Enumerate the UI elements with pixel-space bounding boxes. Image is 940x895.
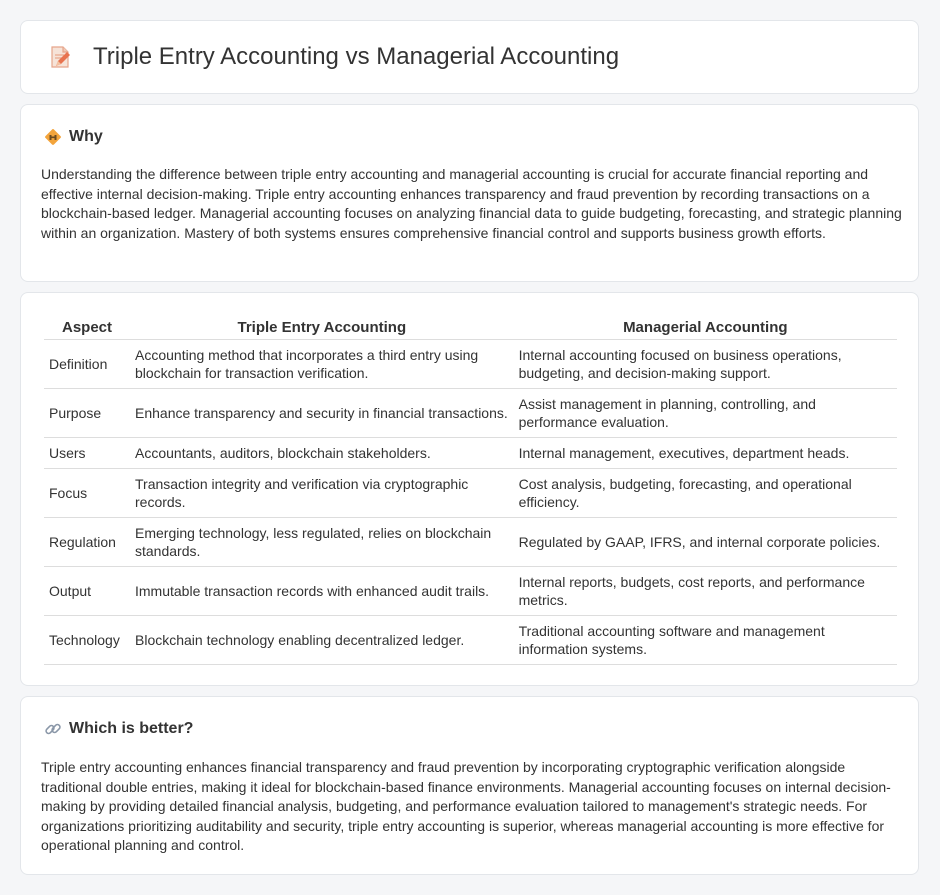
row-aspect: Definition [44, 340, 130, 389]
row-triple: Accountants, auditors, blockchain stakeholders. [130, 438, 514, 469]
row-triple: Accounting method that incorporates a third entry using blockchain for transaction verification. [130, 340, 514, 389]
link-icon [43, 719, 63, 739]
row-managerial: Regulated by GAAP, IFRS, and internal corporate policies. [514, 518, 897, 567]
better-header [43, 719, 193, 739]
document-pencil-icon [47, 44, 73, 70]
table-row [44, 438, 897, 469]
column-header-aspect: Aspect [44, 315, 130, 340]
why-section [20, 104, 919, 282]
row-triple: Emerging technology, less regulated, relies on blockchain standards. [130, 518, 514, 567]
column-header-managerial: Managerial Accounting [514, 315, 897, 340]
row-managerial: Traditional accounting software and management information systems. [514, 616, 897, 665]
warning-sign-icon [43, 127, 63, 147]
title-card [20, 20, 919, 94]
row-aspect: Users [44, 438, 130, 469]
table-row [44, 616, 897, 665]
row-aspect: Regulation [44, 518, 130, 567]
row-triple: Enhance transparency and security in financial transactions. [130, 389, 514, 438]
row-managerial: Internal reports, budgets, cost reports, and performance metrics. [514, 567, 897, 616]
row-managerial: Internal accounting focused on business operations, budgeting, and decision-making support. [514, 340, 897, 389]
better-text: Triple entry accounting enhances financial transparency and fraud prevention by incorporating cryptographic verification alongside traditional double entries, making it ideal for blockchain-based finance environments. Managerial accounting focuses on internal decision-making by providing detailed financial analysis, budgeting, and performance evaluation tailored to management's strategic needs. For organizations prioritizing auditability and security, triple entry accounting is superior, whereas managerial accounting is more effective for operational planning and control. [41, 759, 891, 853]
table-row [44, 389, 897, 438]
why-text: Understanding the difference between triple entry accounting and managerial accounting is crucial for accurate financial reporting and effective internal decision-making. Triple entry accounting enhances transparency and fraud prevention by recording transactions on a blockchain-based ledger. Managerial accounting focuses on analyzing financial data to guide budgeting, forecasting, and strategic planning within an organization. Mastery of both systems ensures comprehensive financial control and supports business growth efforts. [41, 166, 902, 241]
row-managerial: Internal management, executives, department heads. [514, 438, 897, 469]
row-aspect: Technology [44, 616, 130, 665]
row-triple: Blockchain technology enabling decentralized ledger. [130, 616, 514, 665]
table-header-row [44, 315, 897, 340]
row-managerial: Assist management in planning, controlling, and performance evaluation. [514, 389, 897, 438]
table-row [44, 567, 897, 616]
row-triple: Immutable transaction records with enhanced audit trails. [130, 567, 514, 616]
table-row [44, 518, 897, 567]
row-managerial: Cost analysis, budgeting, forecasting, and operational efficiency. [514, 469, 897, 518]
row-triple: Transaction integrity and verification via cryptographic records. [130, 469, 514, 518]
better-title: Which is better? [69, 720, 194, 737]
comparison-table [44, 315, 897, 665]
comparison-section [20, 292, 919, 686]
why-header [43, 127, 103, 147]
why-title: Why [69, 128, 103, 145]
row-aspect: Focus [44, 469, 130, 518]
table-row [44, 340, 897, 389]
table-row [44, 469, 897, 518]
page-title: Triple Entry Accounting vs Managerial Accounting [93, 43, 620, 70]
row-aspect: Purpose [44, 389, 130, 438]
which-better-section [20, 696, 919, 875]
row-aspect: Output [44, 567, 130, 616]
column-header-triple: Triple Entry Accounting [130, 315, 514, 340]
